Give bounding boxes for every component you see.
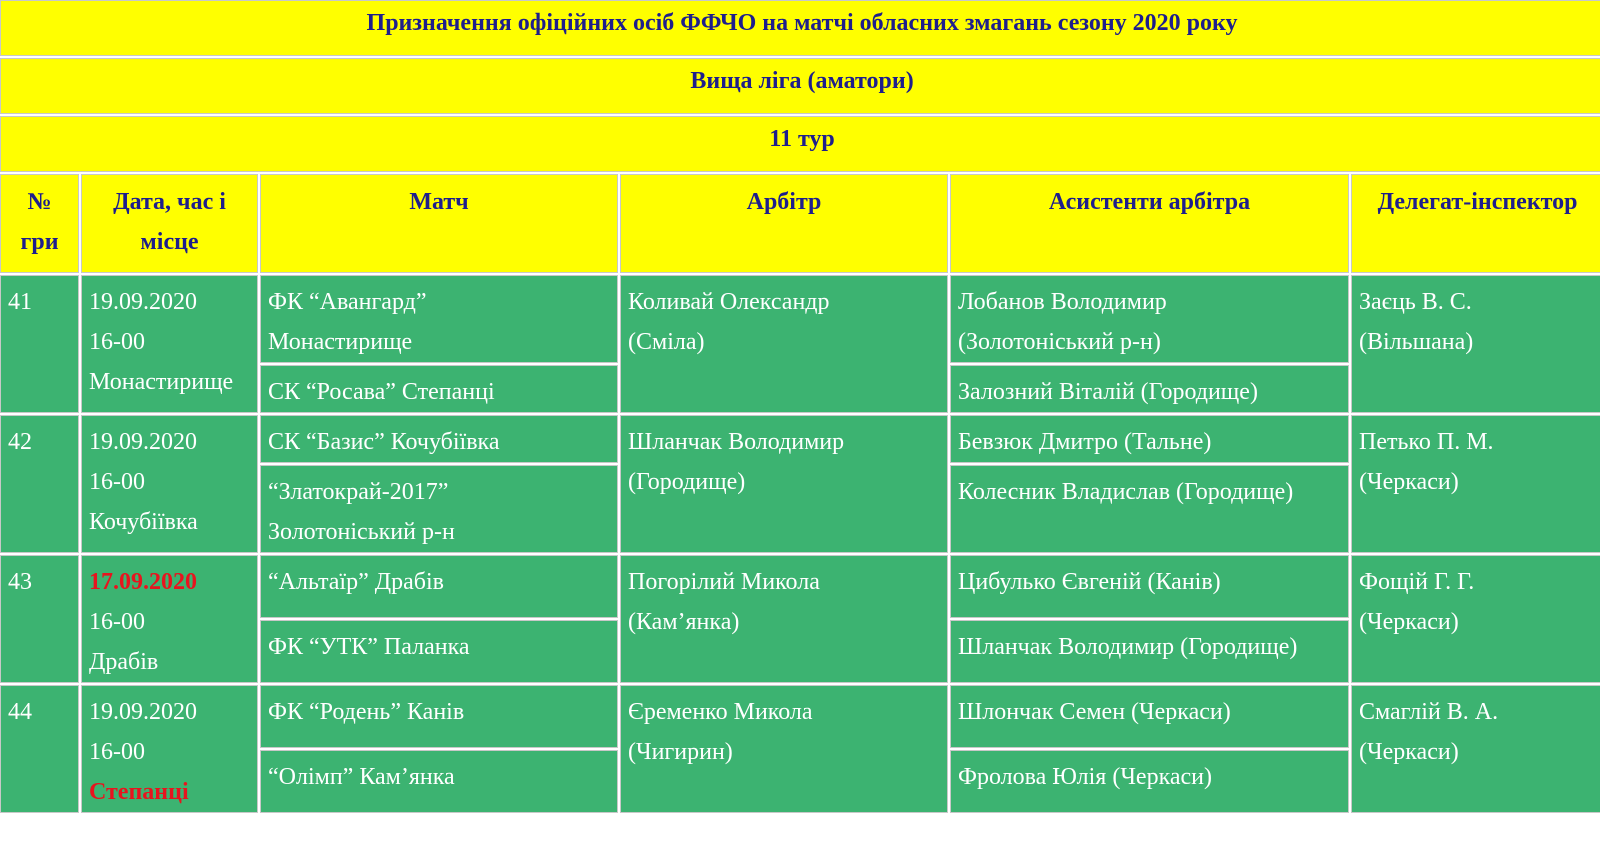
referee: Шланчак Володимир (Городище) <box>620 415 948 553</box>
delegate-inspector: Фощій Г. Г. (Черкаси) <box>1351 555 1600 683</box>
round-row <box>0 116 1600 172</box>
assistant-referee-2: Фролова Юлія (Черкаси) <box>950 750 1349 813</box>
game-place: Монастирище <box>89 369 234 395</box>
delegate-inspector: Петько П. М. (Черкаси) <box>1351 415 1600 553</box>
home-team: ФК “Родень” Канів <box>260 685 618 748</box>
game-place: Степанці <box>89 779 189 805</box>
table-row <box>0 275 1600 363</box>
assistant-referee-2: Колесник Владислав (Городище) <box>950 465 1349 553</box>
header-referee: Арбітр <box>620 174 948 273</box>
header-assistants: Асистенти арбітра <box>950 174 1349 273</box>
away-team: “Златокрай-2017” Золотоніський р-н <box>260 465 618 553</box>
header-row <box>0 174 1600 273</box>
home-team: СК “Базис” Кочубіївка <box>260 415 618 463</box>
game-number: 41 <box>0 275 79 413</box>
game-number: 42 <box>0 415 79 553</box>
assistant-referee-1: Бевзюк Дмитро (Тальне) <box>950 415 1349 463</box>
away-team: СК “Росава” Степанці <box>260 365 618 413</box>
game-date: 17.09.2020 <box>89 569 197 595</box>
away-team: ФК “УТК” Паланка <box>260 620 618 683</box>
game-time: 16-00 <box>89 329 145 355</box>
header-game-number: № гри <box>0 174 79 273</box>
table-row <box>0 685 1600 748</box>
home-team: ФК “Авангард” Монастирище <box>260 275 618 363</box>
game-date-time-place <box>81 555 258 683</box>
round-title: 11 тур <box>0 116 1600 172</box>
header-delegate: Делегат-інспектор <box>1351 174 1600 273</box>
game-date: 19.09.2020 <box>89 699 197 725</box>
game-date-time-place <box>81 685 258 813</box>
game-time: 16-00 <box>89 469 145 495</box>
header-date-time-place: Дата, час і місце <box>81 174 258 273</box>
game-date: 19.09.2020 <box>89 289 197 315</box>
title-row <box>0 0 1600 56</box>
referee: Коливай Олександр (Сміла) <box>620 275 948 413</box>
assistant-referee-2: Шланчак Володимир (Городище) <box>950 620 1349 683</box>
referee: Погорілий Микола (Кам’янка) <box>620 555 948 683</box>
game-date: 19.09.2020 <box>89 429 197 455</box>
away-team: “Олімп” Кам’янка <box>260 750 618 813</box>
header-match: Матч <box>260 174 618 273</box>
game-time: 16-00 <box>89 609 145 635</box>
assistant-referee-1: Цибулько Євгеній (Канів) <box>950 555 1349 618</box>
referee: Єременко Микола (Чигирин) <box>620 685 948 813</box>
league-title: Вища ліга (аматори) <box>0 58 1600 114</box>
game-place: Драбів <box>89 649 159 675</box>
page-title: Призначення офіційних осіб ФФЧО на матчі обласних змагань сезону 2020 року <box>0 0 1600 56</box>
home-team: “Альтаїр” Драбів <box>260 555 618 618</box>
delegate-inspector: Заєць В. С. (Вільшана) <box>1351 275 1600 413</box>
assistant-referee-2: Залозний Віталій (Городище) <box>950 365 1349 413</box>
game-place: Кочубіївка <box>89 509 198 535</box>
table-row <box>0 555 1600 618</box>
game-date-time-place <box>81 275 258 413</box>
game-number: 43 <box>0 555 79 683</box>
game-time: 16-00 <box>89 739 145 765</box>
delegate-inspector: Смаглій В. А. (Черкаси) <box>1351 685 1600 813</box>
game-number: 44 <box>0 685 79 813</box>
league-row <box>0 58 1600 114</box>
assistant-referee-1: Лобанов Володимир (Золотоніський р-н) <box>950 275 1349 363</box>
assistant-referee-1: Шлончак Семен (Черкаси) <box>950 685 1349 748</box>
game-date-time-place <box>81 415 258 553</box>
table-row <box>0 415 1600 463</box>
